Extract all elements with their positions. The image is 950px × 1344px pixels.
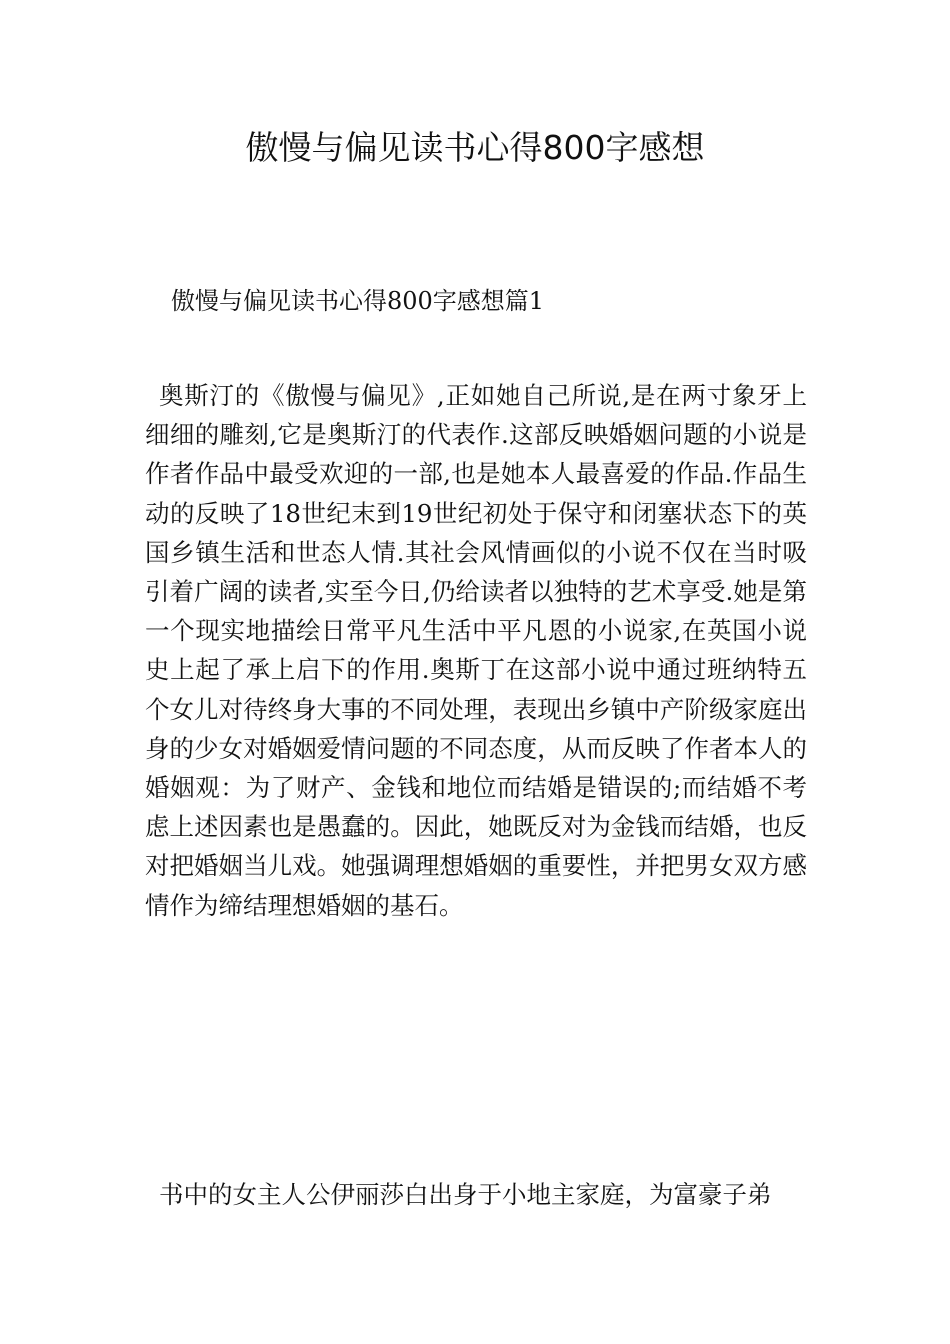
body-paragraph: 书中的女主人公伊丽莎白出身于小地主家庭，为富豪子弟: [159, 1180, 772, 1209]
body-paragraph: 奥斯汀的《傲慢与偏见》,正如她自己所说,是在两寸象牙上细细的雕刻,它是奥斯汀的代表作.这部反映婚姻问题的小说是作者作品中最受欢迎的一部,也是她本人最喜爱的作品.作品生动的反映了18世纪末到19世纪初处于保守和闭塞状态下的英国乡镇生活和世态人情.其社会风情画似的小说不仅在当时吸引着广阔的读者,实至今日,仍给读者以独特的艺术享受.她是第一个现实地描绘日常平凡生活中平凡恩的小说家,在英国小说史上起了承上启下的作用.奥斯丁在这部小说中通过班纳特五个女儿对待终身大事的不同处理，表现出乡镇中产阶级家庭出身的少女对婚姻爱情问题的不同态度，从而反映了作者本人的婚姻观：为了财产、金钱和地位而结婚是错误的;而结婚不考虑上述因素也是愚蠢的。因此，她既反对为金钱而结婚，也反对把婚姻当儿戏。她强调理想婚姻的重要性，并把男女双方感情作为缔结理想婚姻的基石。: [145, 381, 807, 920]
section-heading: 傲慢与偏见读书心得800字感想篇1: [171, 287, 545, 315]
document-title: 傲慢与偏见读书心得800字感想: [245, 128, 705, 167]
